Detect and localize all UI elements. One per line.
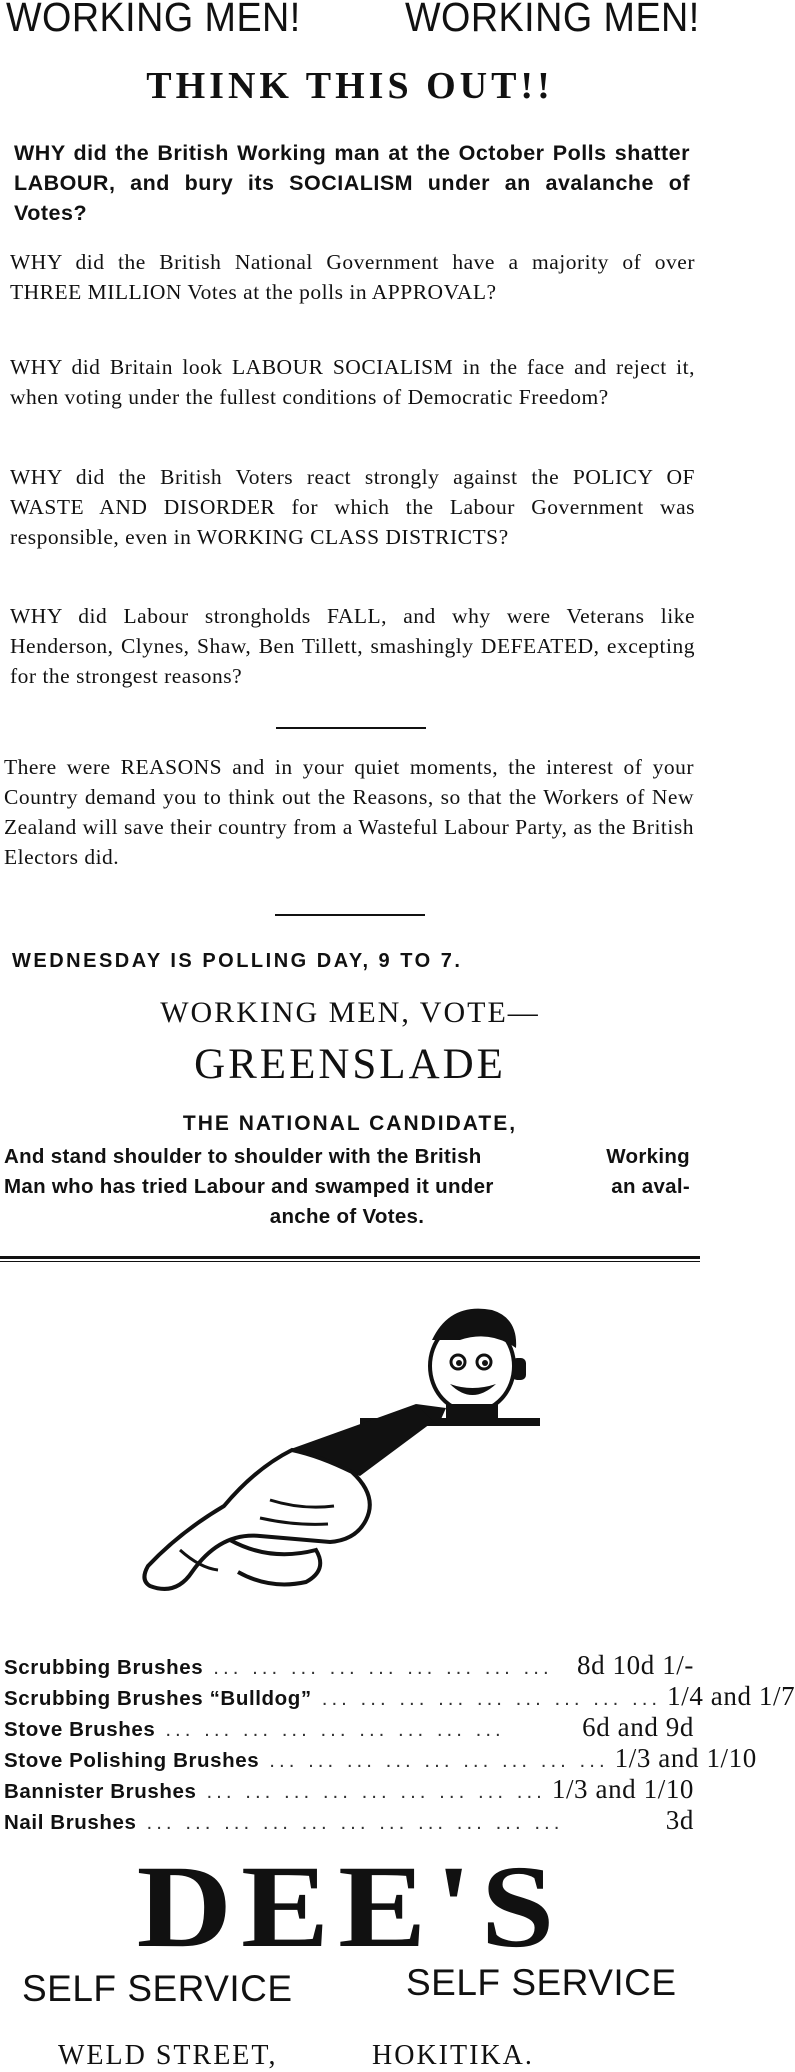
closing-line-1: And stand shoulder to shoulder with the British <box>4 1145 482 1168</box>
price-value: 1/3 and 1/10 <box>551 1774 695 1804</box>
closing-statement <box>4 1142 690 1232</box>
town-name: HOKITIKA. <box>372 2040 534 2071</box>
price-item: Scrubbing Brushes “Bulldog” <box>4 1687 312 1710</box>
candidate-name: GREENSLADE <box>194 1041 506 1088</box>
vote-line: WORKING MEN, VOTE— <box>160 996 540 1029</box>
question-1: WHY did the British National Government have a majority of over THREE MILLION Votes at the polls in APPROVAL? <box>10 250 695 304</box>
tagline-right: SELF SERVICE <box>406 1962 677 2003</box>
price-value: 6d and 9d <box>582 1712 694 1742</box>
candidate-title: THE NATIONAL CANDIDATE, <box>182 1112 518 1135</box>
price-item: Stove Polishing Brushes <box>4 1749 260 1772</box>
ad-divider-thin <box>0 1261 700 1262</box>
pointing-hand-illustration <box>120 1300 560 1640</box>
price-value: 1/4 and 1/7 <box>667 1681 795 1711</box>
price-row <box>4 1650 694 1681</box>
price-row <box>4 1805 694 1836</box>
header-right: WORKING MEN! <box>405 0 700 40</box>
price-row <box>4 1681 795 1712</box>
question-3: WHY did the British Voters react strongly against the POLICY OF WASTE AND DISORDER for which the Labour Government was responsible, even in WORKING CLASS DISTRICTS? <box>10 465 695 549</box>
tagline-left: SELF SERVICE <box>22 1968 293 2009</box>
price-item: Bannister Brushes <box>4 1780 197 1803</box>
ad-divider <box>0 1256 700 1259</box>
leader-dots: ... ... ... ... ... ... ... ... ... <box>269 1749 609 1772</box>
header-left: WORKING MEN! <box>6 0 301 40</box>
closing-line-2: Man who has tried Labour and swamped it under <box>4 1175 494 1198</box>
section-rule <box>276 727 426 729</box>
leader-dots: ... ... ... ... ... ... ... ... ... <box>206 1780 546 1803</box>
price-value: 1/3 and 1/10 <box>614 1743 757 1773</box>
subheading: THINK THIS OUT!! <box>146 65 554 107</box>
leader-dots: ... ... ... ... ... ... ... ... ... <box>321 1687 662 1710</box>
price-value: 3d <box>665 1805 694 1835</box>
closing-line-3: anche of Votes. <box>269 1205 425 1228</box>
price-list <box>4 1650 795 1840</box>
price-item: Stove Brushes <box>4 1718 156 1741</box>
question-4: WHY did Labour strongholds FALL, and why were Veterans like Henderson, Clynes, Shaw, Ben Tillett, smashingly DEFEATED, excepting for the strongest reasons? <box>10 604 695 688</box>
price-item: Nail Brushes <box>4 1811 137 1834</box>
cartoon-figure <box>430 1309 526 1420</box>
section-rule <box>275 914 425 916</box>
question-2: WHY did Britain look LABOUR SOCIALISM in the face and reject it, when voting under the fullest conditions of Democratic Freedom? <box>10 355 695 409</box>
price-row <box>4 1712 694 1743</box>
leader-dots: ... ... ... ... ... ... ... ... ... <box>165 1718 505 1741</box>
reasons-paragraph: There were REASONS and in your quiet moments, the interest of your Country demand you to think out the Reasons, so that the Workers of New Zealand will save their country from a Wasteful Labour Party, as the British Electors did. <box>4 755 694 869</box>
lead-question: WHY did the British Working man at the October Polls shatter LABOUR, and bury its SOCIALISM under an avalanche of Votes? <box>14 141 690 225</box>
closing-line-2-end: an aval- <box>611 1175 690 1198</box>
price-row <box>4 1743 757 1774</box>
leader-dots: ... ... ... ... ... ... ... ... ... <box>213 1656 553 1679</box>
polling-day: WEDNESDAY IS POLLING DAY, 9 TO 7. <box>12 950 463 972</box>
price-value: 8d 10d 1/- <box>577 1650 694 1680</box>
price-row <box>4 1774 694 1805</box>
store-name: DEE'S <box>136 1841 564 1972</box>
street-name: WELD STREET, <box>58 2040 278 2071</box>
price-item: Scrubbing Brushes <box>4 1656 204 1679</box>
leader-dots: ... ... ... ... ... ... ... ... ... ... ... <box>146 1811 564 1834</box>
closing-line-1-end: Working <box>606 1145 690 1168</box>
